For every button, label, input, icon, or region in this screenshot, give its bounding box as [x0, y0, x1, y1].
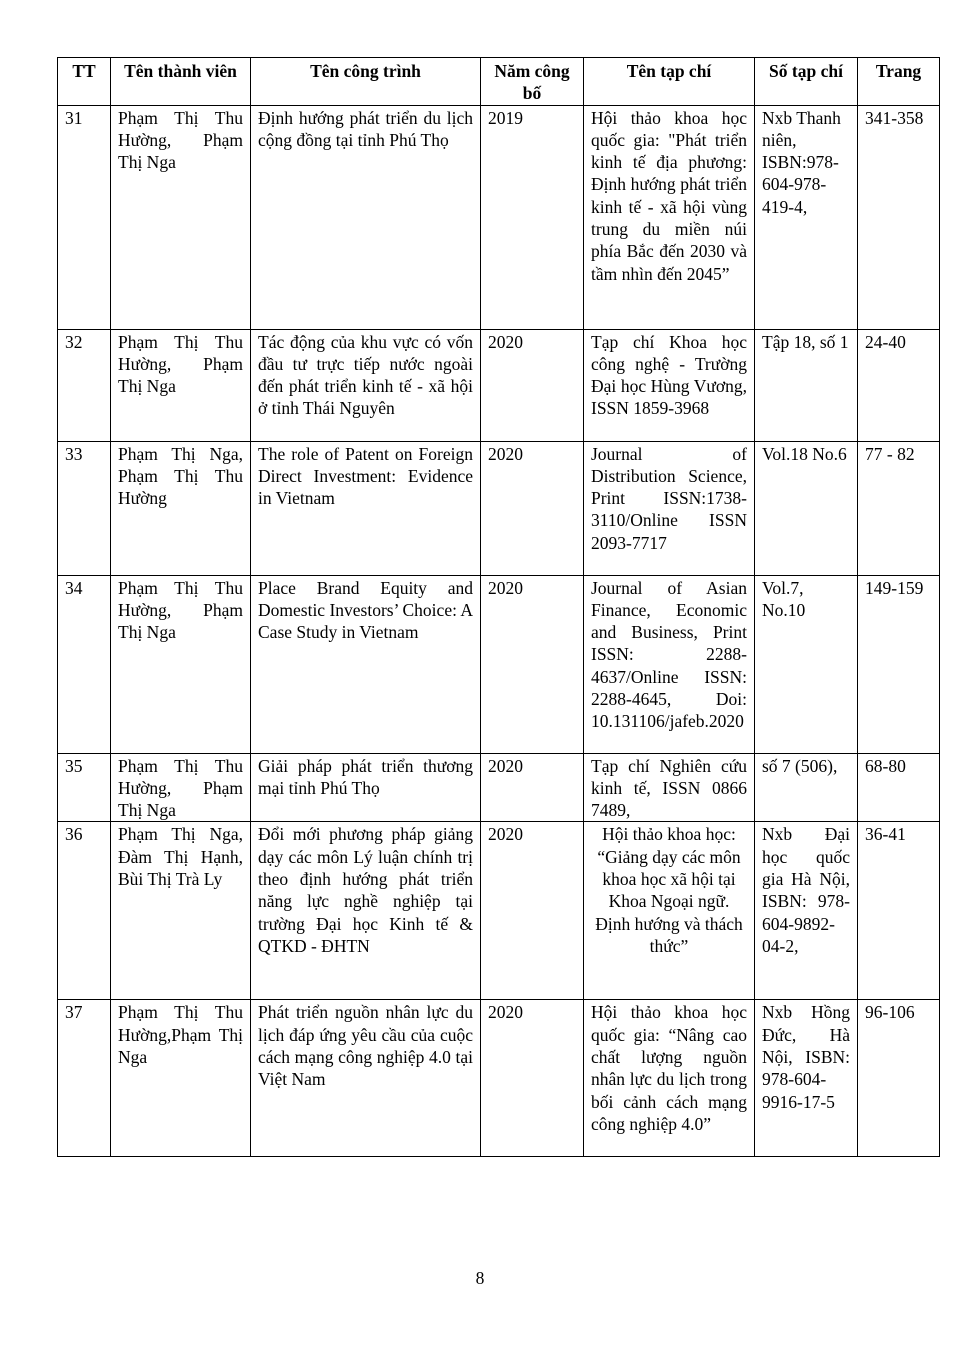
- table-row: [58, 441, 940, 575]
- cell-pages: 341-358: [858, 105, 940, 329]
- cell-issue: Vol.7, No.10: [755, 575, 858, 753]
- cell-issue: số 7 (506),: [755, 753, 858, 822]
- cell-work: Đổi mới phương pháp giảng dạy các môn Lý luận chính trị theo định hướng phát triển năng lực nghề nghiệp tại trường Đại học Kinh tế & QTKD - ĐHTN: [251, 822, 481, 1000]
- cell-member: Phạm Thị Thu Hường, Phạm Thị Nga: [111, 575, 251, 753]
- cell-pages: 96-106: [858, 1000, 940, 1157]
- cell-year: 2020: [481, 575, 584, 753]
- cell-pages: 68-80: [858, 753, 940, 822]
- cell-work: Giải pháp phát triển thương mại tỉnh Phú Thọ: [251, 753, 481, 822]
- header-journal: Tên tạp chí: [584, 58, 755, 106]
- table-row: [58, 329, 940, 441]
- cell-tt: 36: [58, 822, 111, 1000]
- cell-tt: 34: [58, 575, 111, 753]
- header-work: Tên công trình: [251, 58, 481, 106]
- cell-journal: Hội thảo khoa học quốc gia: “Nâng cao chất lượng nguồn nhân lực du lịch trong bối cảnh cách mạng công nghiệp 4.0”: [584, 1000, 755, 1157]
- cell-member: Phạm Thị Nga, Đàm Thị Hạnh, Bùi Thị Trà Ly: [111, 822, 251, 1000]
- cell-work: Phát triển nguồn nhân lực du lịch đáp ứng yêu cầu của cuộc cách mạng công nghiệp 4.0 tại Việt Nam: [251, 1000, 481, 1157]
- cell-issue: Nxb Đại học quốc gia Hà Nội, ISBN: 978-604-9892-04-2,: [755, 822, 858, 1000]
- cell-member: Phạm Thị Thu Hường, Phạm Thị Nga: [111, 753, 251, 822]
- cell-work: Định hướng phát triển du lịch cộng đồng tại tỉnh Phú Thọ: [251, 105, 481, 329]
- cell-pages: 77 - 82: [858, 441, 940, 575]
- cell-tt: 32: [58, 329, 111, 441]
- header-tt: TT: [58, 58, 111, 106]
- header-pages: Trang: [858, 58, 940, 106]
- cell-year: 2020: [481, 1000, 584, 1157]
- cell-issue: Nxb Thanh niên, ISBN:978-604-978-419-4,: [755, 105, 858, 329]
- publications-table: [57, 57, 940, 1157]
- cell-tt: 31: [58, 105, 111, 329]
- cell-member: Phạm Thị Thu Hường, Phạm Thị Nga: [111, 329, 251, 441]
- cell-year: 2020: [481, 441, 584, 575]
- cell-work: Place Brand Equity and Domestic Investors’ Choice: A Case Study in Vietnam: [251, 575, 481, 753]
- page-number: 8: [475, 1268, 485, 1288]
- cell-journal: Tạp chí Nghiên cứu kinh tế, ISSN 0866 7489,: [584, 753, 755, 822]
- cell-issue: Nxb Hồng Đức, Hà Nội, ISBN: 978-604-9916-17-5: [755, 1000, 858, 1157]
- cell-pages: 149-159: [858, 575, 940, 753]
- cell-year: 2020: [481, 753, 584, 822]
- cell-pages: 24-40: [858, 329, 940, 441]
- cell-journal: Journal of Distribution Science, Print ISSN:1738-3110/Online ISSN 2093-7717: [584, 441, 755, 575]
- cell-member: Phạm Thị Thu Hường,Phạm Thị Nga: [111, 1000, 251, 1157]
- table-row: [58, 575, 940, 753]
- cell-work: The role of Patent on Foreign Direct Investment: Evidence in Vietnam: [251, 441, 481, 575]
- cell-journal: Hội thảo khoa học: “Giảng dạy các môn khoa học xã hội tại Khoa Ngoại ngữ. Định hướng và thách thức”: [584, 822, 755, 1000]
- header-member: Tên thành viên: [111, 58, 251, 106]
- header-issue: Số tạp chí: [755, 58, 858, 106]
- cell-year: 2019: [481, 105, 584, 329]
- header-year: Năm công bố: [481, 58, 584, 106]
- cell-year: 2020: [481, 822, 584, 1000]
- cell-tt: 35: [58, 753, 111, 822]
- cell-work: Tác động của khu vực có vốn đầu tư trực tiếp nước ngoài đến phát triển kinh tế - xã hội ở tỉnh Thái Nguyên: [251, 329, 481, 441]
- cell-issue: Vol.18 No.6: [755, 441, 858, 575]
- cell-journal: Tạp chí Khoa học công nghệ - Trường Đại học Hùng Vương, ISSN 1859-3968: [584, 329, 755, 441]
- cell-issue: Tập 18, số 1: [755, 329, 858, 441]
- cell-pages: 36-41: [858, 822, 940, 1000]
- table-row: [58, 105, 940, 329]
- cell-journal: Hội thảo khoa học quốc gia: "Phát triển kinh tế địa phương: Định hướng phát triển kinh tế - xã hội vùng trung du miền núi phía Bắc đến 2030 và tầm nhìn đến 2045”: [584, 105, 755, 329]
- cell-member: Phạm Thị Thu Hường, Phạm Thị Nga: [111, 105, 251, 329]
- cell-tt: 33: [58, 441, 111, 575]
- cell-member: Phạm Thị Nga, Phạm Thị Thu Hường: [111, 441, 251, 575]
- cell-year: 2020: [481, 329, 584, 441]
- table-row: [58, 822, 940, 1000]
- table-row: [58, 753, 940, 822]
- cell-journal: Journal of Asian Finance, Economic and Business, Print ISSN: 2288-4637/Online ISSN: 2288-4645, Doi: 10.131106/jafeb.2020: [584, 575, 755, 753]
- table-row: [58, 1000, 940, 1157]
- table-header-row: [58, 58, 940, 106]
- cell-tt: 37: [58, 1000, 111, 1157]
